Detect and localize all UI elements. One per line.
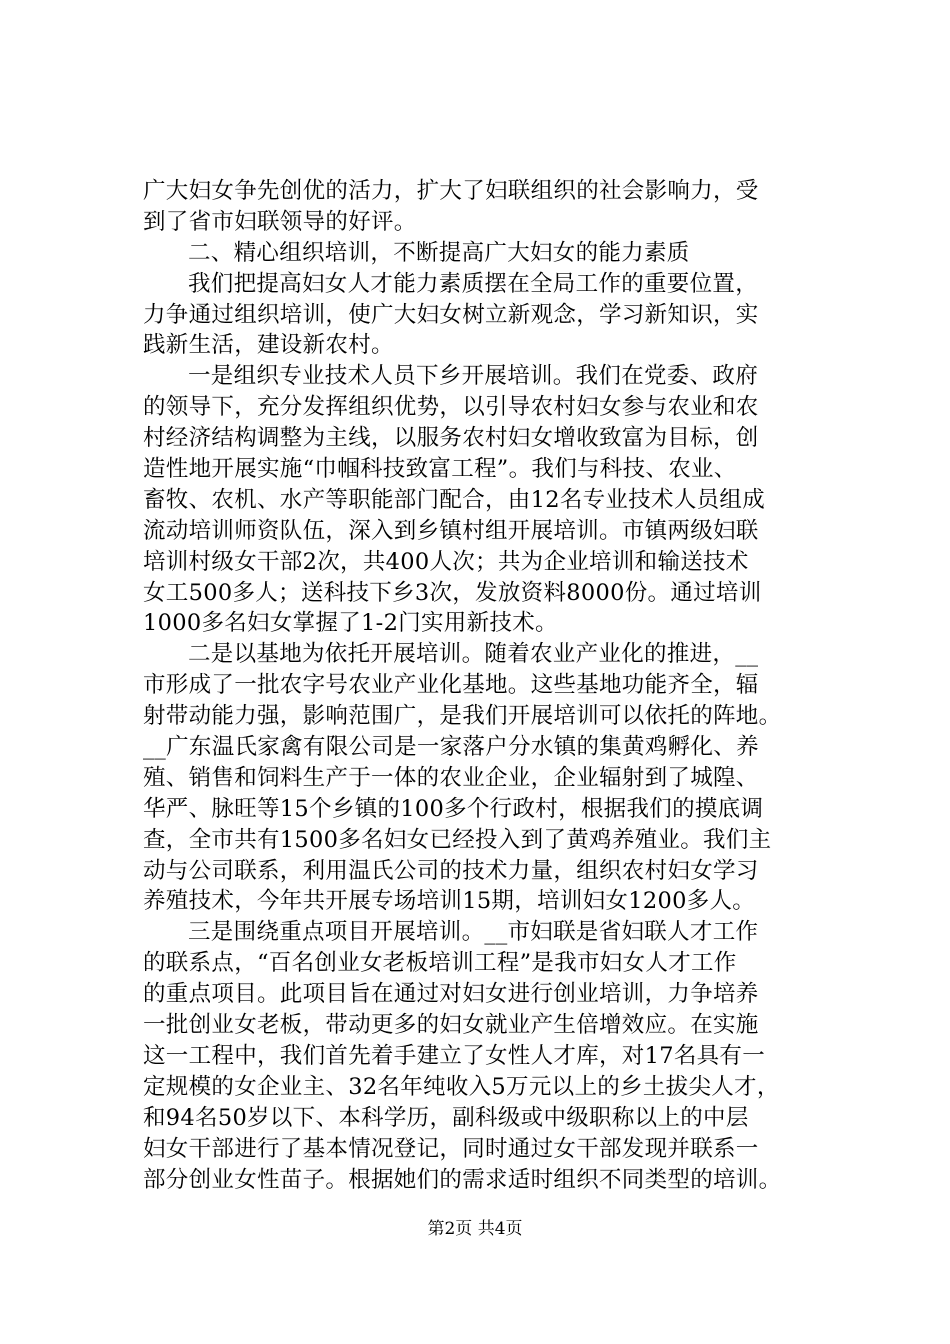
text-line: 的联系点，“百名创业女老板培训工程”是我市妇女人才工作: [143, 950, 737, 977]
text-line: 1000多名妇女掌握了1-2门实用新技术。: [143, 610, 558, 637]
text-line: 和94名50岁以下、本科学历，副科级或中级职称以上的中层: [143, 1104, 749, 1131]
text-line: 的领导下，充分发挥组织优势，以引导农村妇女参与农业和农: [143, 394, 759, 421]
text-line: 践新生活，建设新农村。: [143, 332, 394, 359]
text-line: 妇女干部进行了基本情况登记，同时通过女干部发现并联系一: [143, 1135, 759, 1162]
text-line: 殖、销售和饲料生产于一体的农业企业，企业辐射到了城隍、: [143, 764, 759, 791]
text-line: 三是围绕重点项目开展培训。__市妇联是省妇联人才工作: [188, 919, 759, 946]
text-line: 造性地开展实施“巾帼科技致富工程”。我们与科技、农业、: [143, 456, 737, 483]
text-line: 流动培训师资队伍，深入到乡镇村组开展培训。市镇两级妇联: [143, 517, 759, 544]
text-line: 部分创业女性苗子。根据她们的需求适时组织不同类型的培训。: [143, 1166, 782, 1193]
text-line: 一批创业女老板，带动更多的妇女就业产生倍增效应。在实施: [143, 1012, 759, 1039]
text-line: 力争通过组织培训，使广大妇女树立新观念，学习新知识，实: [143, 301, 759, 328]
text-line: 市形成了一批农字号农业产业化基地。这些基地功能齐全，辐: [143, 672, 759, 699]
text-line: 畜牧、农机、水产等职能部门配合，由12名专业技术人员组成: [143, 486, 766, 513]
text-line: 女工500多人；送科技下乡3次，发放资料8000份。通过培训: [143, 579, 762, 606]
text-line: 到了省市妇联领导的好评。: [143, 208, 417, 235]
text-line: 二是以基地为依托开展培训。随着农业产业化的推进，__: [188, 641, 759, 668]
text-line: 的重点项目。此项目旨在通过对妇女进行创业培训，力争培养: [143, 981, 759, 1008]
text-line: 一是组织专业技术人员下乡开展培训。我们在党委、政府: [188, 363, 759, 390]
text-line: 华严、脉旺等15个乡镇的100多个行政村，根据我们的摸底调: [143, 795, 764, 822]
text-line: 查，全市共有1500多名妇女已经投入到了黄鸡养殖业。我们主: [143, 826, 772, 853]
text-line: 这一工程中，我们首先着手建立了女性人才库，对17名具有一: [143, 1042, 766, 1069]
page-footer: 第2页 共4页: [427, 1219, 523, 1239]
text-line: 动与公司联系，利用温氏公司的技术力量，组织农村妇女学习: [143, 857, 759, 884]
text-line: 村经济结构调整为主线，以服务农村妇女增收致富为目标，创: [143, 425, 759, 452]
text-line: 射带动能力强，影响范围广，是我们开展培训可以依托的阵地。: [143, 703, 782, 730]
text-line: 定规模的女企业主、32名年纯收入5万元以上的乡土拔尖人才，: [143, 1073, 780, 1100]
text-line: 广大妇女争先创优的活力，扩大了妇联组织的社会影响力，受: [143, 178, 759, 204]
document-body: [143, 176, 823, 1195]
text-line: 培训村级女干部2次，共400人次；共为企业培训和输送技术: [143, 548, 749, 575]
text-line: __广东温氏家禽有限公司是一家落户分水镇的集黄鸡孵化、养: [143, 734, 759, 761]
text-line: 二、精心组织培训，不断提高广大妇女的能力素质: [188, 239, 690, 266]
text-line: 养殖技术，今年共开展专场培训15期，培训妇女1200多人。: [143, 888, 756, 915]
text-line: 我们把提高妇女人才能力素质摆在全局工作的重要位置，: [188, 270, 759, 297]
